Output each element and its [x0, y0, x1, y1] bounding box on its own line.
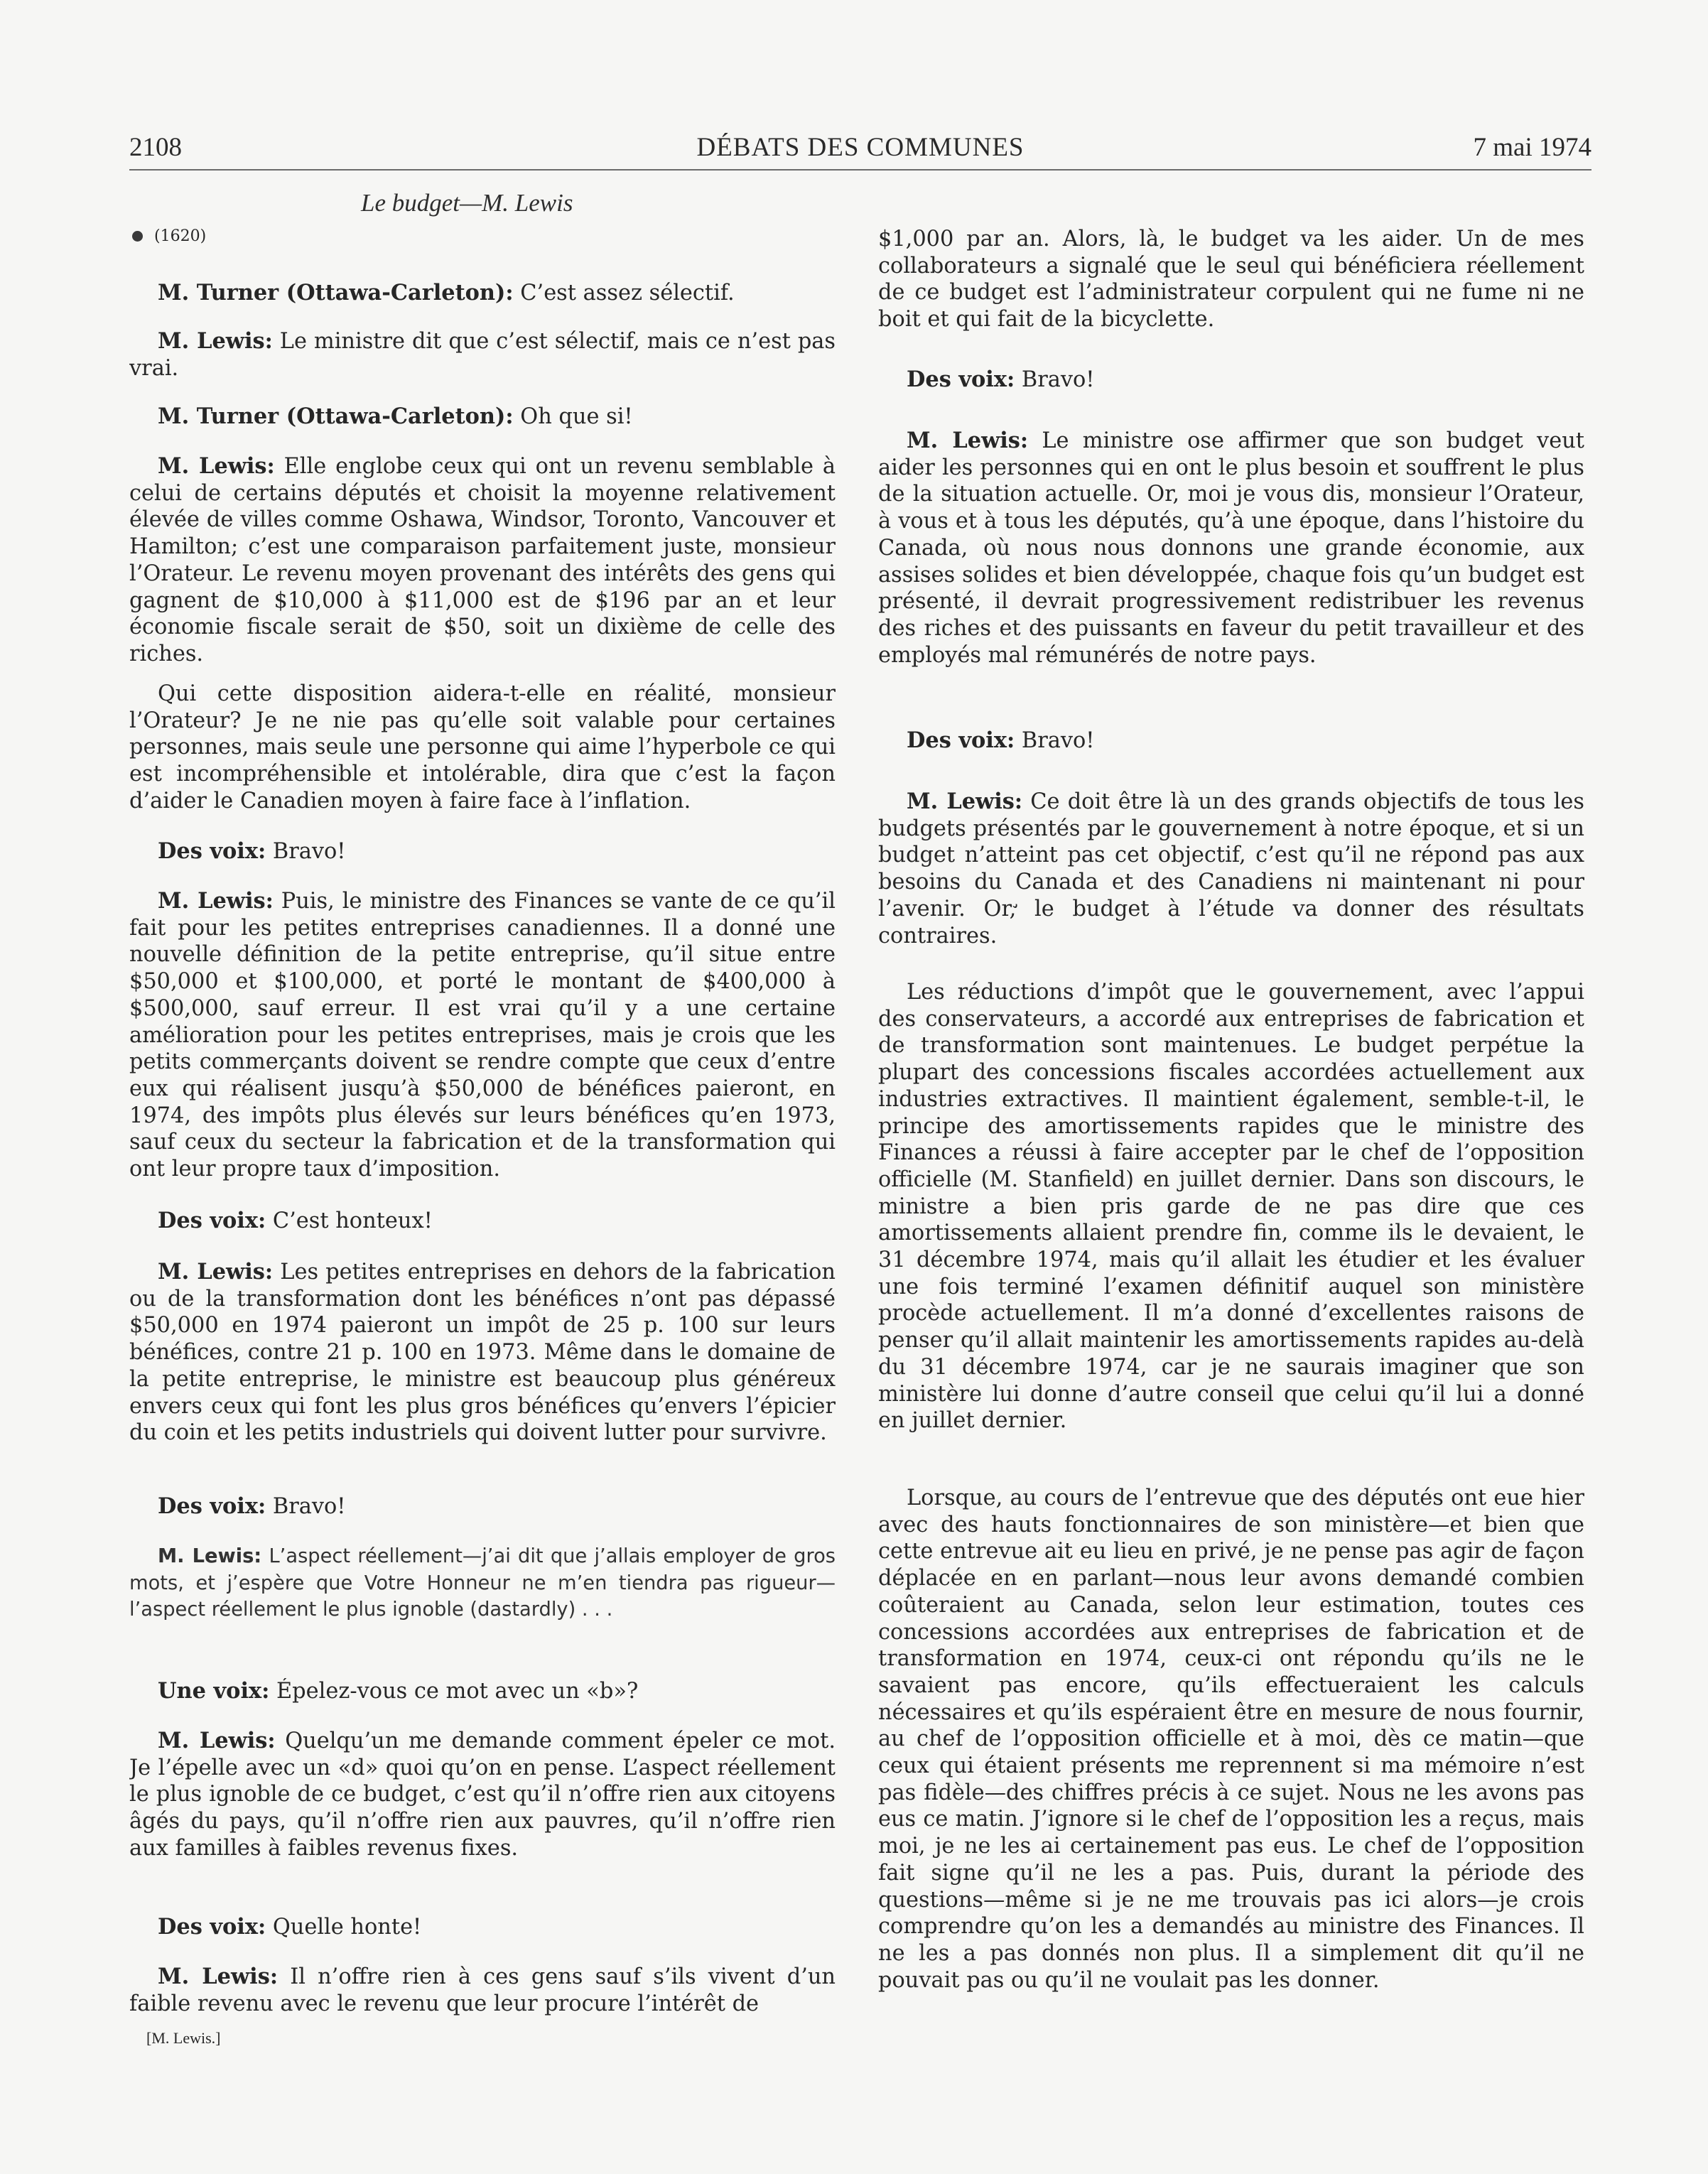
paragraph [129, 404, 836, 431]
paragraph [129, 888, 836, 1186]
paragraph [129, 280, 836, 307]
paragraph [878, 428, 1584, 698]
timestamp-marker [132, 227, 206, 245]
paragraph-text: L’aspect réellement—j’ai dit que j’allais employer de gros mots, et j’espère que Votre Honneur ne m’en tiendra pas rigueur—l’aspect réellement le plus ignoble (dastardly) . . . [129, 1545, 836, 1621]
paragraph [129, 1208, 836, 1235]
timestamp-text: (1620) [154, 227, 207, 245]
speaker-name: M. Lewis: [158, 1545, 262, 1567]
paragraph [129, 1543, 836, 1651]
speaker-name: Des voix: [158, 838, 266, 864]
paragraph-text: Bravo! [266, 1494, 346, 1519]
paragraph [129, 681, 836, 816]
paragraph [129, 838, 836, 865]
paragraph-text: Puis, le ministre des Finances se vante de ce qu’il fait pour les petites entreprises canadiennes. Il a donné une nouvelle définition de la petite entreprise, qu’il situe entre $50,000 et $100,000, et porté le montant de $400,000 à $500,000, sauf erreur. Il est vrai qu’il y a une certaine amélioration pour les petites entreprises, mais je crois que les petits commerçants doivent se rendre compte que ceux d’entre eux qui réalisent jusqu’à $50,000 de bénéfices paieront, en 1974, des impôts plus élevés sur leurs bénéfices qu’en 1973, sauf ceux du secteur la fabrication et de la transformation qui ont leur propre taux d’imposition. [129, 889, 836, 1182]
paragraph-text: Les réductions d’impôt que le gouvernement, avec l’appui des conservateurs, a accordé aux entreprises de fabrication et de transformation sont maintenues. Le budget perpétue la plupart des concessions fiscales accordées actuellement aux industries extractives. Il maintient également, semble-t-il, le principe des amortissements rapides que le ministre des Finances a réussi à faire accepter par le chef de l’opposition officielle (M. Stanfield) en juillet dernier. Dans son discours, le ministre a bien pris garde de ne pas dire que ces amortissements allaient prendre fin, comme ils le devaient, le 31 décembre 1974, mais qu’il allait les étudier et les évaluer une fois terminé l’examen définitif auquel son ministère procède actuellement. Il m’a donné d’excellentes raisons de penser qu’il allait maintenir les amortissements rapides au-delà du 31 décembre 1974, car je ne saurais imaginer que son ministère lui donne d’autre conseil que celui qu’il lui a donné en juillet dernier. [878, 980, 1584, 1434]
speaker-name: M. Lewis: [907, 789, 1023, 814]
section-subtitle: Le budget—M. Lewis [361, 189, 573, 217]
paragraph-text: Épelez-vous ce mot avec un «b»? [269, 1679, 639, 1704]
paragraph-text: C’est honteux! [266, 1208, 433, 1233]
speaker-name: Une voix: [158, 1678, 270, 1704]
paragraph-text: Bravo! [1015, 367, 1095, 392]
paragraph-text: Oh que si! [513, 404, 633, 429]
speaker-name: M. Lewis: [158, 1728, 276, 1753]
paragraph-text: Qui cette disposition aidera-t-elle en réalité, monsieur l’Orateur? Je ne nie pas qu’elle soit valable pour certaines personnes, mais seule une personne qui aime l’hyperbole ce qui est incompréhensible et intolérable, dira que c’est la façon d’aider le Canadien moyen à faire face à l’inflation. [129, 681, 836, 813]
speaker-name: M. Lewis: [907, 428, 1029, 453]
paragraph [878, 979, 1584, 1464]
paragraph-text: Quelle honte! [266, 1915, 422, 1940]
speaker-name: M. Lewis: [158, 453, 275, 479]
paragraph [129, 453, 836, 669]
paragraph-text: Il n’offre rien à ces gens sauf s’ils vivent d’un faible revenu avec le revenu que leur procure l’intérêt de [129, 1964, 836, 2016]
publication-date: 7 mai 1974 [1473, 133, 1591, 162]
speaker-name: M. Lewis: [158, 888, 274, 914]
speaker-name: M. Lewis: [158, 328, 273, 354]
paragraph-text: C’est assez sélectif. [513, 281, 735, 305]
paragraph [878, 728, 1584, 755]
paragraph-text: Lorsque, au cours de l’entrevue que des députés ont eue hier avec des hauts fonctionnaires de son ministère—et bien que cette entrevue ait eu lieu en privé, je ne pense pas agir de façon déplacée en en parlant—nous leur avons demandé combien coûteraient au Canada, selon leur estimation, toutes ces concessions accordées aux entreprises de fabrication et de transformation en 1974, ceux-ci ont répondu qu’ils ne le savaient pas encore, qu’ils effectueraient les calculs nécessaires et qu’ils espéraient être en mesure de nous fournir, au chef de l’opposition officielle et à moi, dès ce matin—que ceux qui étaient présents me reprennent si ma mémoire n’est pas fidèle—des chiffres précis à ce sujet. Nous ne les avons pas eus ce matin. J’ignore si le chef de l’opposition les a reçus, mais moi, je ne les ai certainement pas eus. Le chef de l’opposition fait signe qu’il ne les a pas. Puis, durant la période des questions—même si je ne me trouvais pas ici alors—je crois comprendre qu’on les a demandés au ministre des Finances. Il ne les a pas donnés non plus. Il a simplement dit qu’il ne pouvait pas ou qu’il ne voulait pas les donner. [878, 1486, 1584, 1993]
speaker-name: Des voix: [907, 367, 1015, 392]
paragraph [129, 1678, 836, 1705]
paragraph-text: Elle englobe ceux qui ont un revenu semblable à celui de certains députés et choisit la moyenne relativement élevée de villes comme Oshawa, Windsor, Toronto, Vancouver et Hamilton; c’est une comparaison parfaitement juste, monsieur l’Orateur. Le revenu moyen provenant des intérêts des gens qui gagnent de $10,000 à $11,000 est de $196 par an et leur économie fiscale serait de $50, soit un dixième de celle des riches. [129, 454, 836, 666]
bullet-icon [132, 231, 143, 242]
paragraph-text: Ce doit être là un des grands objectifs de tous les budgets présentés par le gouvernement à notre époque, et si un budget n’atteint pas cet objectif, c’est qu’il ne répond pas aux besoins du Canada et des Canadiens ni maintenant ni pour l’avenir. Or,̛ le budget à l’étude va donner des résultats contraires. [878, 789, 1584, 948]
paragraph [878, 367, 1584, 394]
paragraph-text: $1,000 par an. Alors, là, le budget va les aider. Un de mes collaborateurs a signalé que le seul qui bénéficiera réellement de ce budget est l’administrateur corpulent qui ne fume ni ne boit et qui fait de la bicyclette. [878, 227, 1584, 332]
header-rule [129, 169, 1591, 171]
paragraph [878, 1485, 1584, 2022]
speaker-footnote: [M. Lewis.] [146, 2029, 221, 2047]
speaker-name: M. Lewis: [158, 1964, 279, 1989]
paragraph [129, 1493, 836, 1520]
paragraph [129, 1259, 836, 1476]
speaker-name: Des voix: [158, 1208, 266, 1233]
paragraph-text: Bravo! [1015, 728, 1095, 753]
paragraph [878, 226, 1584, 334]
paragraph-text: Quelqu’un me demande comment épeler ce mot. Je l’épelle avec un «d» quoi qu’on en pense. L’aspect réellement le plus ignoble de ce budget, c’est qu’il n’offre rien aux citoyens âgés du pays, qu’il n’offre rien aux pauvres, qu’il n’offre rien aux familles à faibles revenus fixes. [129, 1729, 836, 1861]
paragraph [129, 1914, 836, 1941]
page-number: 2108 [129, 133, 182, 162]
paragraph [129, 1728, 836, 1866]
paragraph [129, 328, 836, 382]
speaker-name: M. Turner (Ottawa-Carleton): [158, 404, 514, 429]
speaker-name: M. Turner (Ottawa-Carleton): [158, 280, 514, 305]
paragraph [129, 1964, 836, 2019]
paragraph [878, 789, 1584, 952]
page-header [129, 132, 1591, 168]
paragraph-text: Bravo! [266, 839, 346, 864]
speaker-name: Des voix: [158, 1493, 266, 1519]
speaker-name: M. Lewis: [158, 1259, 274, 1285]
speaker-name: Des voix: [907, 728, 1015, 753]
paragraph-text: Le ministre ose affirmer que son budget veut aider les personnes qui en ont le plus besoin et souffrent le plus de la situation actuelle. Or, moi je vous dis, monsieur l’Orateur, à vous et à tous les députés, qu’à une époque, dans l’histoire du Canada, où nous nous donnons une grande économie, aux assises solides et bien développée, chaque fois qu’un budget est présenté, il devrait progressivement redistribuer les revenus des riches et des puissants en faveur du petit travailleur et des employés mal rémunérés de notre pays. [878, 428, 1584, 668]
paragraph-text: Le ministre dit que c’est sélectif, mais ce n’est pas vrai. [129, 329, 836, 381]
paragraph-text: Les petites entreprises en dehors de la fabrication ou de la transformation dont les bénéfices n’ont pas dépassé $50,000 en 1974 paieront un impôt de 25 p. 100 sur leurs bénéfices, contre 21 p. 100 en 1973. Même dans le domaine de la petite entreprise, le ministre est beaucoup plus généreux envers ceux qui font les plus gros bénéfices qu’envers l’épicier du coin et les petits industriels qui doivent lutter pour survivre. [129, 1260, 836, 1446]
publication-title: DÉBATS DES COMMUNES [696, 133, 1025, 162]
speaker-name: Des voix: [158, 1914, 266, 1940]
